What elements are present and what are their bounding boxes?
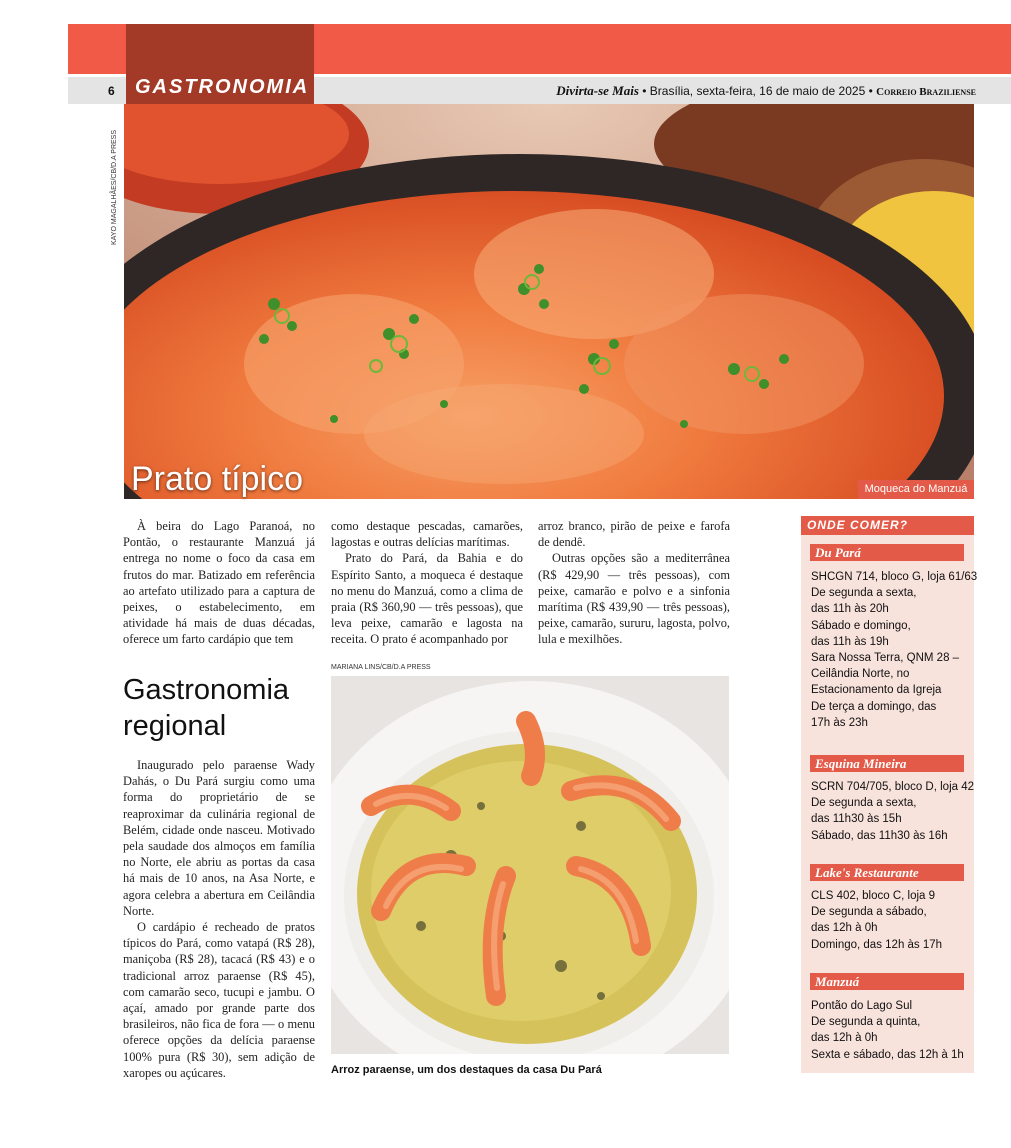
article-paragraph: À beira do Lago Paranoá, no Pontão, o restaurante Manzuá já entrega no nome o foco da casa em frutos do mar. Batizado em referência ao artefato utilizado para a captura de peixes, o estabelecimento, em atividade há mais de duas décadas, oferece um farto cardápio que tem	[123, 519, 315, 647]
place-detail-line: De segunda a sexta,	[811, 587, 917, 600]
place-name-esquina-mineira: Esquina Mineira	[810, 755, 964, 772]
place-detail-line: SCRN 704/705, bloco D, loja 42	[811, 781, 975, 793]
lower-photo-caption: Arroz paraense, um dos destaques da casa Du Pará	[331, 1064, 602, 1076]
place-detail-line: Sábado e domingo,	[811, 619, 911, 632]
place-detail-line: Sexta e sábado, das 12h à 1h	[811, 1048, 964, 1061]
arroz-paraense-photo	[331, 676, 729, 1054]
lower-photo-credit: MARIANA LINS/CB/D.A PRESS	[331, 664, 431, 671]
article-paragraph: O cardápio é recheado de pratos típicos do Pará, como vatapá (R$ 28), maniçoba (R$ 28), tacacá (R$ 43) e o tradicional arroz paraense (R$ 45), com camarão seco, tucupi e jambu. O açaí, amado por grande parte dos brasileiros, não fica de fora — o menu oferece opções da delícia paraense 100% pura (R$ 30), sem adição de xaropes ou açúcares.	[123, 920, 315, 1080]
place-detail-line: CLS 402, bloco C, loja 9	[811, 890, 936, 902]
place-detail-line: das 11h às 19h	[811, 635, 889, 648]
sidebar-title: ONDE COMER?	[801, 516, 974, 535]
place-detail-line: De segunda a sexta,	[811, 797, 917, 810]
place-detail-line: De segunda a sábado,	[811, 906, 927, 919]
magazine-name: Divirta-se Mais	[556, 83, 639, 98]
article-paragraph: Inaugurado pelo paraense Wady Dahás, o Du Pará surgiu como uma forma do proprietário de se reaproximar da culinária regional de Belém, cidade onde nasceu. Motivado pela saudade dos almoços em família no Norte, ele abriu as portas da casa há mais de 10 anos, na Asa Norte, e agora celebra a abertura em Ceilândia Norte.	[123, 758, 315, 918]
place-detail-line: das 12h à 0h	[811, 922, 878, 935]
place-name-manzua: Manzuá	[810, 973, 964, 990]
place-detail-line: Ceilândia Norte, no	[811, 668, 910, 681]
page-number: 6	[108, 84, 115, 98]
section-title: GASTRONOMIA	[135, 76, 310, 98]
photo-caption-label: Moqueca do Manzuá	[858, 480, 974, 499]
place-name-lakes-restaurante: Lake's Restaurante	[810, 864, 964, 881]
dateline: Brasília, sexta-feira, 16 de maio de 2025	[649, 84, 866, 98]
header-dateline-bar	[540, 83, 976, 99]
place-detail-line: SHCGN 714, bloco G, loja 61/63	[811, 571, 978, 583]
place-details-lakes-restaurante	[811, 888, 971, 953]
place-detail-line: De terça a domingo, das	[811, 700, 937, 713]
place-details-du-para	[811, 569, 978, 731]
newspaper-name: Correio Braziliense	[876, 86, 976, 98]
place-name-du-para: Du Pará	[810, 544, 964, 561]
article-column-2	[331, 518, 523, 648]
place-detail-line: das 11h às 20h	[811, 603, 889, 616]
place-detail-line: Pontão do Lago Sul	[811, 1000, 913, 1012]
place-detail-line: das 11h30 às 15h	[811, 813, 902, 826]
bullet-separator: •	[868, 84, 877, 98]
article-column-4	[123, 757, 315, 1081]
article-paragraph: Outras opções são a mediterrânea (R$ 429,90 — três pessoas), com peixe, camarão e polvo e a sinfonia marítima (R$ 439,90 — três pessoas), peixe, camarão, sururu, lagosta, polvo, lula e mexilhões.	[538, 551, 730, 647]
bullet-separator: •	[642, 84, 650, 98]
photo-title: Prato típico	[131, 460, 303, 498]
place-details-esquina-mineira	[811, 779, 975, 844]
article-paragraph: como destaque pescadas, camarões, lagostas e outras delícias marítimas.	[331, 519, 523, 550]
article-paragraph: arroz branco, pirão de peixe e farofa de dendê.	[538, 519, 730, 550]
article-paragraph: Prato do Pará, da Bahia e do Espírito Santo, a moqueca é destaque no menu do Manzuá, como a clima de praia (R$ 360,90 — três pessoas), que leva peixe, camarão e lagosta na receita. O prato é acompanhado por	[331, 551, 523, 647]
place-detail-line: das 12h à 0h	[811, 1032, 878, 1045]
place-detail-line: De segunda a quinta,	[811, 1016, 921, 1029]
place-details-manzua	[811, 998, 971, 1063]
article-column-3	[538, 518, 730, 648]
place-detail-line: 17h às 23h	[811, 716, 868, 729]
article-headline: Gastronomia regional	[123, 674, 290, 742]
article-column-1	[123, 518, 315, 648]
place-detail-line: Sara Nossa Terra, QNM 28 –	[811, 652, 960, 665]
top-photo-credit: KAYO MAGALHÃES/CB/D.A PRESS	[111, 129, 118, 245]
place-detail-line: Domingo, das 12h às 17h	[811, 938, 943, 951]
moqueca-photo	[124, 104, 974, 499]
place-detail-line: Sábado, das 11h30 às 16h	[811, 829, 948, 842]
place-detail-line: Estacionamento da Igreja	[811, 684, 942, 697]
